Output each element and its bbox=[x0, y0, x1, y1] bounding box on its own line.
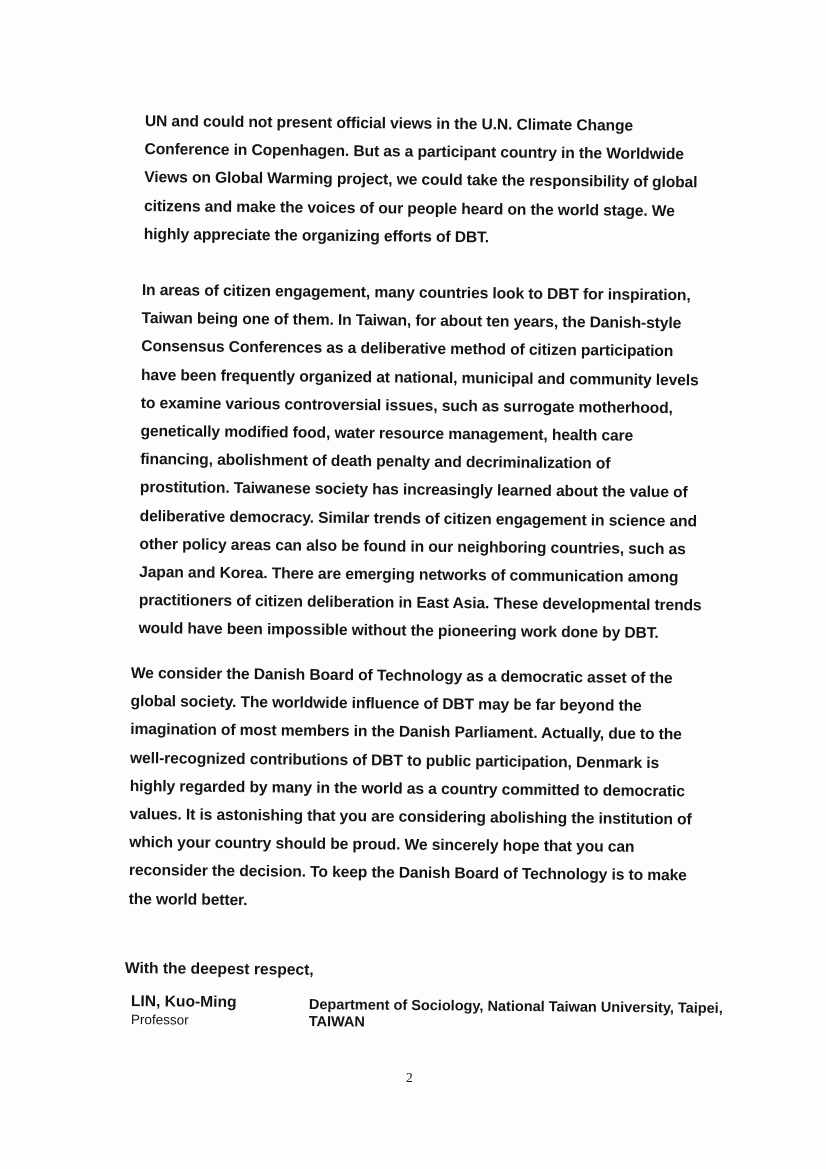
page-number: 2 bbox=[406, 1070, 413, 1085]
closing-line: With the deepest respect, bbox=[124, 960, 314, 979]
signatory-affiliation: Department of Sociology, National Taiwan University, Taipei, TAIWAN bbox=[308, 997, 723, 1031]
body-paragraph-1: UN and could not present official views in the U.N. Climate Change Conference in Copenhagen. But as a participant country in the Worldwide Views on Global Warming project, we could take the responsibility of global citizens and make the voices of our people heard on the world stage. We highly appreciate the organizing efforts of DBT. bbox=[143, 112, 698, 247]
body-paragraph-3: We consider the Danish Board of Technology as a democratic asset of the global society. The worldwide influence of DBT may be far beyond the imagination of most members in the Danish Parliament. Actually, due to the well-recognized contributions of DBT to public participation, Denmark is highly regarded by many in the world as a country committed to democratic values. It is astonishing that you are considering abolishing the institution of which your country should be proud. We sincerely hope that you can reconsider the decision. To keep the Danish Board of Technology is to make the world better. bbox=[128, 664, 692, 909]
signatory-title: Professor bbox=[130, 1012, 189, 1028]
body-paragraph-2: In areas of citizen engagement, many countries look to DBT for inspiration, Taiwan being one of them. In Taiwan, for about ten years, the Danish-style Consensus Conferences as a deliberative method of citizen participation have been frequently organized at national, municipal and community levels to examine various controversial issues, such as surrogate motherhood, genetically modified food, water resource management, health care financing, abolishment of death penalty and decriminalization of prostitution. Taiwanese society has increasingly learned about the value of deliberative democracy. Similar trends of citizen engagement in science and other policy areas can also be found in our neighboring countries, such as Japan and Korea. There are emerging networks of communication among practitioners of citizen deliberation in East Asia. These developmental trends would have been impossible without the pioneering work done by DBT. bbox=[138, 281, 702, 643]
signatory-name: LIN, Kuo-Ming bbox=[130, 993, 237, 1012]
